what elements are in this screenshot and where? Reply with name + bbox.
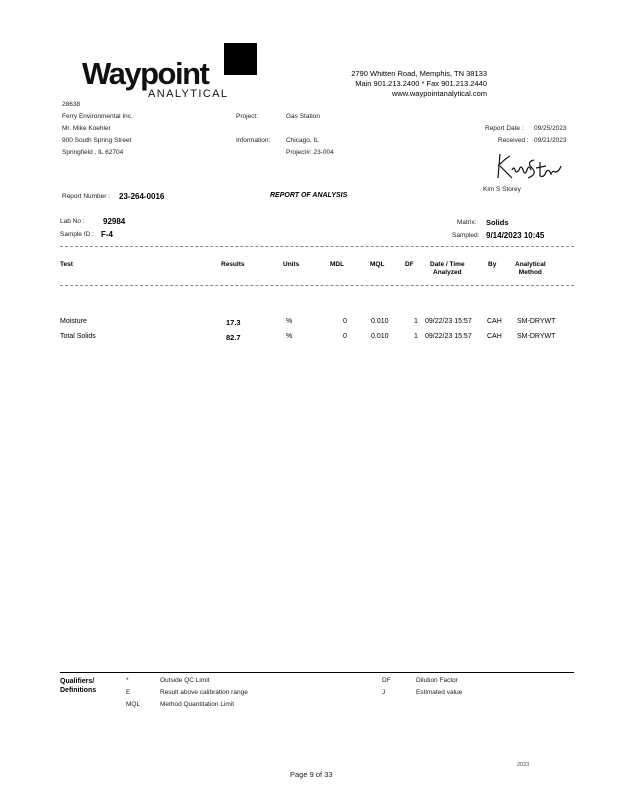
qualifier-text: Result above calibration range [160, 689, 248, 696]
company-logo-subtitle: ANALYTICAL [148, 88, 229, 100]
report-date-label: Report Date : [485, 125, 524, 132]
col-header-method-line2: Method [518, 269, 542, 276]
row-test: Total Solids [60, 333, 96, 340]
matrix-label: Matrix: [457, 219, 477, 226]
lab-address-street: 2790 Whitten Road, Memphis, TN 38133 [351, 69, 487, 78]
col-header-datetime-line1: Date / Time [430, 261, 465, 268]
col-header-df: DF [405, 261, 414, 268]
client-company: Ferry Environmental Inc. [62, 113, 133, 120]
project-number: Project#: 23-004 [286, 149, 334, 156]
row-result: 17.3 [226, 318, 241, 327]
col-header-method-line1: Analytical [515, 261, 546, 268]
report-date: 09/25/2023 [534, 125, 567, 132]
lab-address-website: www.waypointanalytical.com [391, 89, 487, 98]
qualifier-text: Method Quantitation Limit [160, 701, 235, 708]
logo-square-icon [224, 43, 257, 75]
qualifiers-title [60, 677, 96, 695]
col-header-results: Results [221, 261, 245, 268]
qualifier-code: MQL [126, 701, 141, 708]
client-street: 900 South Spring Street [62, 137, 132, 144]
row-df: 1 [414, 333, 418, 340]
qualifiers-top-rule [60, 672, 574, 673]
project-value: Gas Station [286, 113, 320, 120]
row-mdl: 0 [343, 333, 347, 340]
col-header-by: By [488, 261, 497, 268]
report-number: 23-264-0016 [119, 192, 165, 201]
qualifier-text: Estimated value [416, 689, 463, 696]
qualifiers-title-line1: Qualifiers/ [60, 678, 95, 685]
col-header-datetime-line2: Analyzed [433, 269, 462, 276]
row-by: CAH [487, 318, 502, 325]
client-city: Springfield , IL 62704 [62, 149, 124, 156]
sample-id: F-4 [101, 230, 113, 239]
received-date: 09/21/2023 [534, 137, 567, 144]
col-header-datetime [430, 261, 465, 277]
sampled-label: Sampled: [452, 232, 480, 239]
lab-no: 92984 [103, 217, 126, 226]
sampled-value: 9/14/2023 10:45 [486, 231, 545, 240]
project-label: Project: [236, 113, 259, 120]
col-header-mdl: MDL [330, 261, 345, 268]
matrix-value: Solids [486, 218, 509, 227]
lab-no-label: Lab No : [60, 218, 85, 225]
table-row [0, 333, 618, 343]
qualifier-text: Outside QC Limit [160, 677, 210, 684]
row-df: 1 [414, 318, 418, 325]
qualifier-code: J [382, 689, 386, 696]
row-units: % [286, 333, 293, 340]
company-logo-wordmark: Waypoint [82, 56, 209, 91]
footer-stamp: 2023 [517, 762, 530, 768]
row-by: CAH [487, 333, 502, 340]
sample-id-label: Sample ID : [60, 231, 94, 238]
page-number: Page 9 of 33 [290, 770, 333, 779]
qualifiers-title-line2: Definitions [60, 687, 97, 694]
row-result: 82.7 [226, 333, 241, 342]
col-header-mql: MQL [370, 261, 385, 268]
row-mql: 0.010 [371, 318, 389, 325]
row-units: % [286, 318, 293, 325]
client-contact: Mr. Mike Koehler [62, 125, 111, 132]
row-mdl: 0 [343, 318, 347, 325]
lab-address-phone: Main 901.213.2400 * Fax 901.213.2440 [355, 79, 487, 88]
received-label: Received : [498, 137, 529, 144]
col-header-test: Test [60, 261, 73, 268]
report-title: REPORT OF ANALYSIS [270, 192, 348, 199]
client-block [62, 99, 133, 159]
signer-name: Kim S Storey [483, 186, 521, 193]
row-datetime: 09/22/23 15:57 [425, 318, 472, 325]
qualifier-code: DF [382, 677, 391, 684]
qualifier-code: * [126, 677, 129, 684]
qualifier-text: Dilution Factor [416, 677, 458, 684]
row-datetime: 09/22/23 15:57 [425, 333, 472, 340]
information-value: Chicago, IL [286, 137, 319, 144]
row-mql: 0.010 [371, 333, 389, 340]
row-method: SM-DRYWT [517, 333, 556, 340]
client-code: 28638 [62, 101, 81, 108]
col-header-units: Units [283, 261, 300, 268]
sample-divider [60, 246, 574, 247]
information-label: Information: [236, 137, 271, 144]
lab-address [351, 69, 487, 99]
report-number-label: Report Number : [62, 193, 111, 200]
col-header-method [515, 261, 546, 277]
row-method: SM-DRYWT [517, 318, 556, 325]
signature-image [494, 150, 570, 186]
table-header-divider [60, 285, 574, 286]
qualifier-code: E [126, 689, 131, 696]
row-test: Moisture [60, 318, 87, 325]
table-row [0, 318, 618, 328]
